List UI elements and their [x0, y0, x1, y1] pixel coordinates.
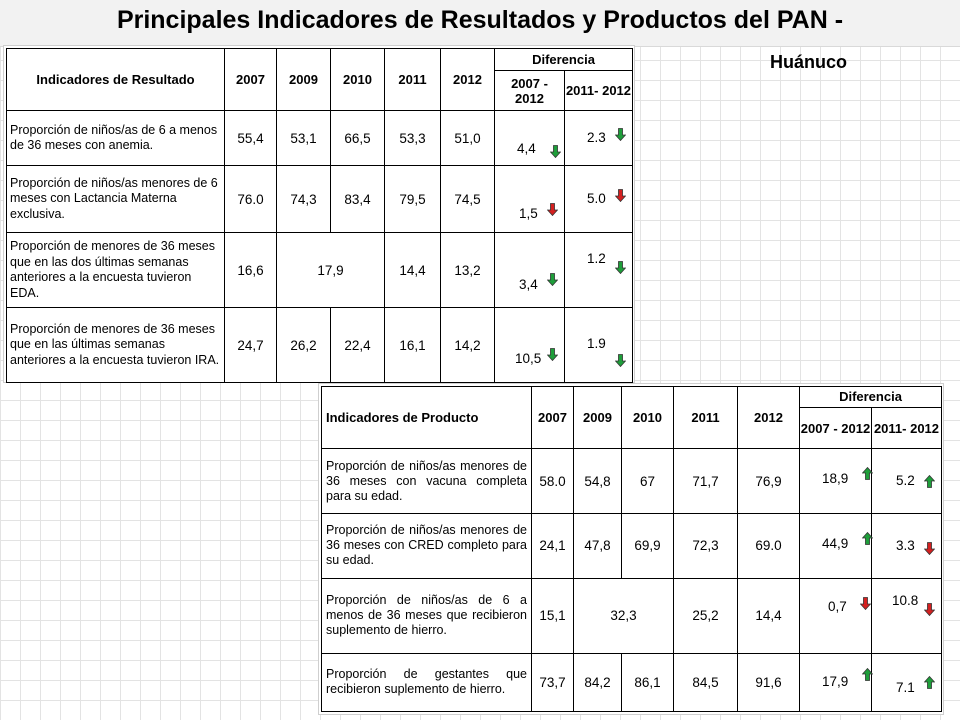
producto-diff-header: Diferencia	[800, 387, 942, 408]
value-cell: 17,9	[277, 233, 385, 308]
producto-year-header: 2007	[532, 387, 574, 449]
indicator-label: Proporción de niños/as de 6 a menos de 36 meses que recibieron suplemento de hierro.	[322, 578, 532, 653]
value-cell: 26,2	[277, 308, 331, 383]
producto-panel	[319, 384, 943, 714]
diff-cell	[872, 653, 942, 711]
indicator-label: Proporción de niños/as menores de 6 meses con Lactancia Materna exclusiva.	[7, 166, 225, 233]
producto-table	[321, 386, 942, 712]
value-cell: 79,5	[385, 166, 441, 233]
value-cell: 67	[622, 449, 674, 514]
diff-cell	[495, 233, 565, 308]
diff-value: 10,5	[515, 351, 542, 366]
value-cell: 47,8	[574, 514, 622, 579]
value-cell: 58.0	[532, 449, 574, 514]
resultado-diff-col: 2011- 2012	[565, 71, 633, 111]
value-cell: 14,2	[441, 308, 495, 383]
diff-cell	[872, 514, 942, 579]
value-cell: 71,7	[674, 449, 738, 514]
value-cell: 86,1	[622, 653, 674, 711]
value-cell: 24,7	[225, 308, 277, 383]
table-row	[322, 653, 942, 711]
producto-header-row-1	[322, 387, 942, 408]
table-row	[7, 111, 633, 166]
diff-cell	[800, 514, 872, 579]
value-cell: 76,9	[738, 449, 800, 514]
page-title: Principales Indicadores de Resultados y Productos del PAN -	[116, 6, 844, 34]
diff-value: 18,9	[822, 471, 849, 487]
value-cell: 76.0	[225, 166, 277, 233]
indicator-label: Proporción de gestantes que recibieron suplemento de hierro.	[322, 653, 532, 711]
value-cell: 91,6	[738, 653, 800, 711]
diff-cell	[800, 653, 872, 711]
resultado-panel	[4, 46, 634, 382]
value-cell: 84,5	[674, 653, 738, 711]
resultado-year-header: 2009	[277, 49, 331, 111]
value-cell: 73,7	[532, 653, 574, 711]
diff-value: 7.1	[896, 679, 915, 695]
value-cell: 54,8	[574, 449, 622, 514]
diff-value: 1.9	[587, 336, 606, 351]
producto-diff-col: 2007 - 2012	[800, 407, 872, 449]
diff-value: 1,5	[519, 206, 538, 221]
value-cell: 14,4	[738, 578, 800, 653]
table-row	[322, 449, 942, 514]
resultado-year-header: 2011	[385, 49, 441, 111]
diff-value: 3,4	[519, 277, 538, 292]
value-cell: 74,3	[277, 166, 331, 233]
value-cell: 84,2	[574, 653, 622, 711]
diff-cell	[565, 166, 633, 233]
producto-year-header: 2011	[674, 387, 738, 449]
page-subtitle: Huánuco	[770, 52, 848, 72]
value-cell: 22,4	[331, 308, 385, 383]
value-cell: 25,2	[674, 578, 738, 653]
diff-cell	[565, 308, 633, 383]
value-cell: 16,6	[225, 233, 277, 308]
diff-cell	[565, 233, 633, 308]
value-cell: 55,4	[225, 111, 277, 166]
value-cell: 13,2	[441, 233, 495, 308]
value-cell: 14,4	[385, 233, 441, 308]
producto-year-header: 2010	[622, 387, 674, 449]
value-cell: 69.0	[738, 514, 800, 579]
diff-value: 5.0	[587, 191, 606, 206]
table-row	[7, 308, 633, 383]
value-cell: 51,0	[441, 111, 495, 166]
indicator-label: Proporción de menores de 36 meses que en las dos últimas semanas anteriores a la encuesta tuvieron EDA.	[7, 233, 225, 308]
diff-cell	[495, 166, 565, 233]
diff-value: 1.2	[587, 251, 606, 266]
value-cell: 66,5	[331, 111, 385, 166]
table-row	[7, 166, 633, 233]
value-cell: 24,1	[532, 514, 574, 579]
value-cell: 32,3	[574, 578, 674, 653]
value-cell: 69,9	[622, 514, 674, 579]
value-cell: 72,3	[674, 514, 738, 579]
diff-value: 17,9	[822, 673, 849, 689]
resultado-year-header: 2007	[225, 49, 277, 111]
diff-cell	[495, 308, 565, 383]
diff-value: 3.3	[896, 538, 915, 554]
producto-year-header: 2009	[574, 387, 622, 449]
resultado-diff-col: 2007 - 2012	[495, 71, 565, 111]
producto-year-header: 2012	[738, 387, 800, 449]
table-row	[322, 514, 942, 579]
table-row	[7, 233, 633, 308]
resultado-diff-header: Diferencia	[495, 49, 633, 71]
diff-value: 0,7	[828, 598, 847, 614]
resultado-header-row-1	[7, 49, 633, 71]
table-row	[322, 578, 942, 653]
value-cell: 16,1	[385, 308, 441, 383]
resultado-table	[6, 48, 633, 383]
indicator-label: Proporción de niños/as menores de 36 meses con vacuna completa para su edad.	[322, 449, 532, 514]
diff-cell	[495, 111, 565, 166]
indicator-label: Proporción de menores de 36 meses que en las últimas semanas anteriores a la encuesta tuvieron IRA.	[7, 308, 225, 383]
resultado-col-header: Indicadores de Resultado	[7, 49, 225, 111]
indicator-label: Proporción de niños/as de 6 a menos de 36 meses con anemia.	[7, 111, 225, 166]
producto-col-header: Indicadores de Producto	[322, 387, 532, 449]
diff-value: 10.8	[892, 592, 919, 608]
value-cell: 15,1	[532, 578, 574, 653]
diff-value: 44,9	[822, 536, 849, 552]
diff-cell	[872, 578, 942, 653]
diff-cell	[872, 449, 942, 514]
resultado-year-header: 2010	[331, 49, 385, 111]
value-cell: 53,1	[277, 111, 331, 166]
diff-cell	[565, 111, 633, 166]
resultado-year-header: 2012	[441, 49, 495, 111]
diff-value: 4,4	[517, 141, 536, 156]
diff-value: 2.3	[587, 130, 606, 145]
indicator-label: Proporción de niños/as menores de 36 meses con CRED completo para su edad.	[322, 514, 532, 579]
diff-cell	[800, 578, 872, 653]
diff-cell	[800, 449, 872, 514]
value-cell: 53,3	[385, 111, 441, 166]
value-cell: 83,4	[331, 166, 385, 233]
value-cell: 74,5	[441, 166, 495, 233]
diff-value: 5.2	[896, 473, 915, 489]
producto-diff-col: 2011- 2012	[872, 407, 942, 449]
